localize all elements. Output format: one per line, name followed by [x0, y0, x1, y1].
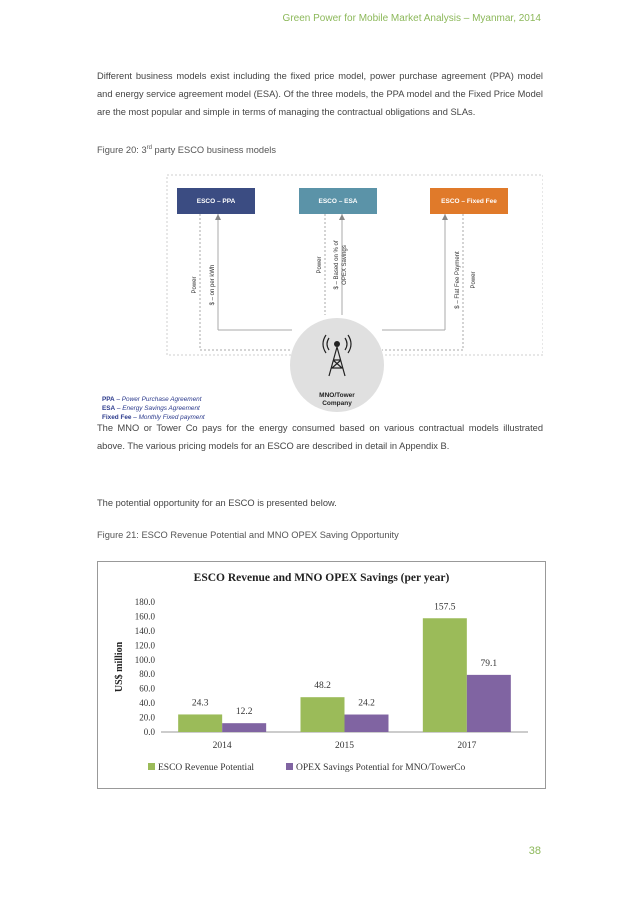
tower-label-line-2: Company [322, 400, 352, 407]
y-tick-label: 80.0 [139, 669, 155, 680]
data-label: 12.2 [235, 707, 253, 718]
legend-ppa [102, 396, 201, 403]
page-number: 38 [528, 845, 541, 857]
data-label: 24.2 [358, 698, 375, 709]
legend-swatch [286, 763, 293, 770]
cell-tower-icon [317, 330, 357, 378]
intro-paragraph: Different business models exist including the fixed price model, power purchase agreement (PPA) model and energy service agreement model (ESA). Of the three models, the PPA model and the Fixed Price Model are the most popular and simple in terms of managing the contractual obligations and SLAs. [97, 71, 543, 117]
esco-business-models-diagram [97, 170, 543, 425]
legend-esa-abbr: ESA [102, 405, 116, 412]
data-label: 48.2 [314, 681, 331, 692]
esco-fixed-fee-box: ESCO – Fixed Fee [430, 188, 508, 214]
x-tick-label: 2017 [457, 741, 477, 751]
esa-money-label-2: OPEX Savings [342, 245, 348, 285]
x-tick-label: 2015 [335, 741, 354, 751]
data-label: 79.1 [480, 658, 498, 669]
legend-ppa-text: – Power Purchase Agreement [114, 396, 202, 403]
bar-esco-revenue [301, 697, 345, 732]
y-tick-label: 0.0 [143, 727, 155, 737]
ppa-money-label: $ – on per kWh [210, 264, 216, 306]
ppa-power-label: Power [192, 276, 198, 294]
y-tick-label: 140.0 [134, 625, 155, 636]
figure-20-caption [97, 145, 276, 155]
chart-plot [98, 562, 545, 788]
data-label: 157.5 [434, 602, 456, 613]
legend-esa [102, 405, 200, 412]
figure-20-caption-prefix: Figure 20: 3 [97, 145, 147, 156]
y-tick-label: 40.0 [139, 698, 155, 709]
y-tick-label: 180.0 [134, 597, 155, 607]
y-tick-label: 60.0 [139, 683, 155, 694]
legend-label: ESCO Revenue Potential [158, 763, 255, 773]
y-tick-label: 120.0 [134, 640, 155, 651]
bar-opex-savings [345, 715, 389, 732]
esa-power-label: Power [317, 256, 323, 274]
x-tick-label: 2014 [212, 741, 232, 751]
figure-20-caption-suffix: party ESCO business models [151, 145, 276, 156]
chart-title: ESCO Revenue and MNO OPEX Savings (per year) [193, 572, 450, 584]
bar-esco-revenue [423, 618, 467, 732]
running-header: Green Power for Mobile Market Analysis – Myanmar, 2014 [282, 13, 541, 24]
legend-ppa-abbr: PPA [102, 396, 115, 403]
y-axis-label: US$ million [114, 641, 125, 693]
esco-ppa-box: ESCO – PPA [177, 188, 255, 214]
bar-esco-revenue [178, 714, 222, 732]
esco-esa-box: ESCO – ESA [299, 188, 377, 214]
y-tick-label: 160.0 [134, 611, 155, 622]
bar-opex-savings [222, 723, 266, 732]
arrow-labels [97, 170, 543, 425]
data-label: 24.3 [191, 698, 209, 709]
paragraph-3: The potential opportunity for an ESCO is presented below. [97, 498, 337, 508]
figure-20-caption-sup: rd [146, 145, 152, 151]
esa-money-label-1: $ – Based on % of [334, 240, 340, 290]
tower-label-line-1: MNO/Tower [319, 392, 355, 399]
tower-label [297, 392, 377, 408]
figure-21-caption: Figure 21: ESCO Revenue Potential and MNO OPEX Saving Opportunity [97, 530, 399, 540]
legend-label: OPEX Savings Potential for MNO/TowerCo [296, 763, 466, 773]
revenue-savings-chart [97, 561, 546, 789]
legend-fixed-fee-abbr: Fixed Fee [102, 414, 132, 421]
y-tick-label: 20.0 [139, 712, 155, 723]
legend-esa-text: – Energy Savings Agreement [115, 405, 200, 412]
fixed-money-label: $ – Flat Fee Payment [455, 251, 461, 309]
fixed-power-label: Power [471, 271, 477, 289]
bar-opex-savings [467, 675, 511, 732]
y-tick-label: 100.0 [134, 654, 155, 665]
paragraph-2: The MNO or Tower Co pays for the energy consumed based on various contractual models illustrated above. The various pricing models for an ESCO are described in detail in Appendix B. [97, 423, 543, 451]
legend-fixed-fee-text: – Monthly Fixed payment [131, 414, 205, 421]
legend-swatch [148, 763, 155, 770]
